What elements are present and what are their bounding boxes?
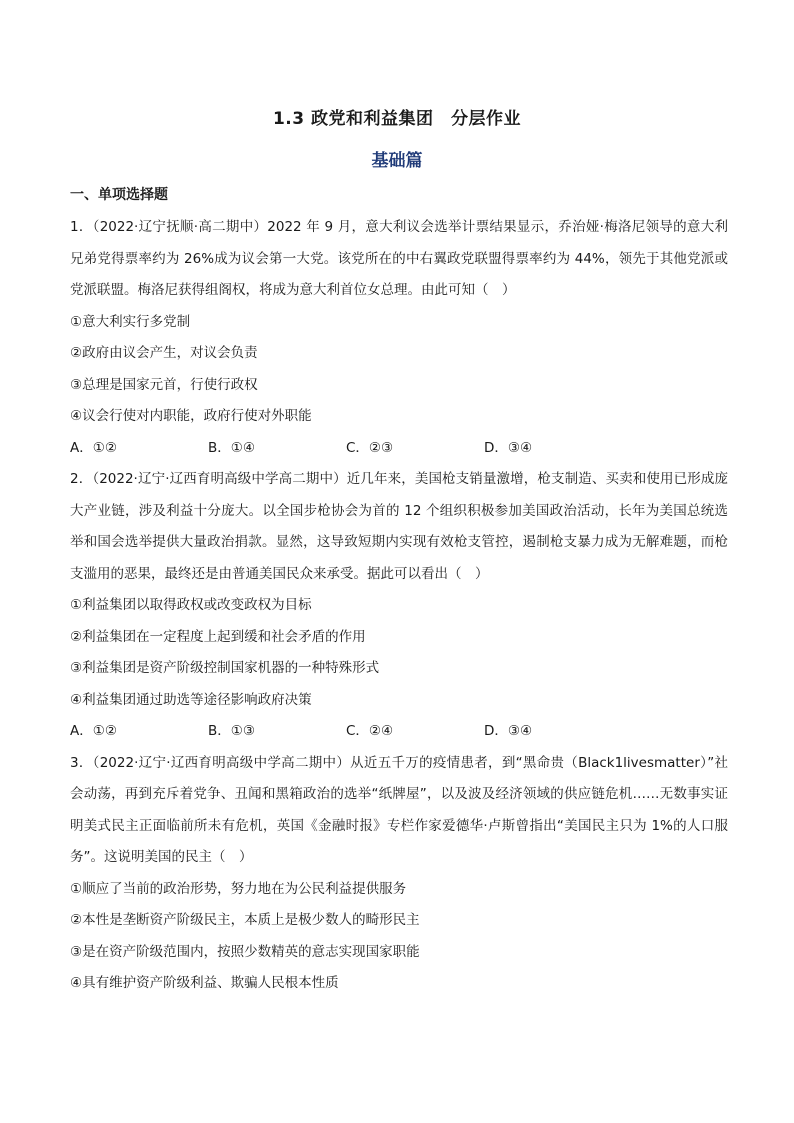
question-option: ③利益集团是资产阶级控制国家机器的一种特殊形式 [70, 660, 380, 676]
answer-choice-a: A．①② [70, 723, 117, 739]
question-option: ③总理是国家元首，行使行政权 [70, 376, 258, 393]
question-2 [70, 464, 728, 748]
answer-choice-d: D．③④ [484, 439, 533, 456]
question-3 [70, 748, 728, 1000]
answer-choice-c: C．②④ [346, 723, 394, 739]
question-option: ④具有维护资产阶级利益、欺骗人民根本性质 [70, 975, 339, 991]
page-subtitle: 基础篇 [371, 151, 423, 171]
answer-choice-b: B．①④ [208, 439, 255, 456]
question-list [70, 212, 728, 1000]
question-option: ④利益集团通过助选等途径影响政府决策 [70, 691, 312, 708]
answer-choice-b: B．①③ [208, 723, 255, 739]
question-stem: 1．（2022·辽宁抚顺·高二期中）2022 年 9 月，意大利议会选举计票结果显示，乔治娅·梅洛尼领导的意大利兄弟党得票率约为 26%成为议会第一大党。该党所在的中右翼政党联盟得票率约为 44%，领先于其他党派或党派联盟。梅洛尼获得组阁权，将成为意大利首位女总理。由此可知（ ） [70, 219, 728, 298]
question-1 [70, 212, 728, 464]
question-option: ①利益集团以取得政权或改变政权为目标 [70, 597, 312, 613]
question-stem: 2．（2022·辽宁·辽西育明高级中学高二期中）近几年来，美国枪支销量激增，枪支制造、买卖和使用已形成庞大产业链，涉及利益十分庞大。以全国步枪协会为首的 12 个组织积极参加美国政治活动，长年为美国总统选举和国会选举提供大量政治捐款。显然，这导致短期内实现有效枪支管控，遏制枪支暴力成为无解难题，而枪支滥用的恶果，最终还是由普通美国民众来承受。据此可以看出（ ） [70, 471, 728, 582]
question-option: ②本性是垄断资产阶级民主，本质上是极少数人的畸形民主 [70, 912, 420, 928]
question-option: ①意大利实行多党制 [70, 313, 191, 330]
answer-choices [70, 716, 728, 748]
answer-choice-d: D．③④ [484, 723, 533, 739]
answer-choices [70, 433, 728, 465]
answer-choice-a: A．①② [70, 439, 117, 456]
answer-choice-c: C．②③ [346, 439, 394, 456]
question-option: ③是在资产阶级范围内，按照少数精英的意志实现国家职能 [70, 943, 420, 960]
question-option: ④议会行使对内职能，政府行使对外职能 [70, 408, 312, 424]
question-option: ②政府由议会产生，对议会负责 [70, 345, 258, 361]
page-title: 1.3 政党和利益集团 分层作业 [272, 109, 522, 129]
question-stem: 3．（2022·辽宁·辽西育明高级中学高二期中）从近五千万的疫情患者，到“黑命贵（Black1livesmatter）”社会动荡，再到充斥着党争、丑闻和黑箱政治的选举“纸牌屋”，以及波及经济领域的供应链危机……无数事实证明美式民主正面临前所未有危机，英国《金融时报》专栏作家爱德华·卢斯曾指出“美国民主只为 1%的人口服务”。这说明美国的民主（ ） [70, 754, 728, 865]
section-heading: 一、单项选择题 [70, 187, 168, 203]
question-option: ②利益集团在一定程度上起到缓和社会矛盾的作用 [70, 628, 366, 645]
question-option: ①顺应了当前的政治形势，努力地在为公民利益提供服务 [70, 880, 407, 897]
